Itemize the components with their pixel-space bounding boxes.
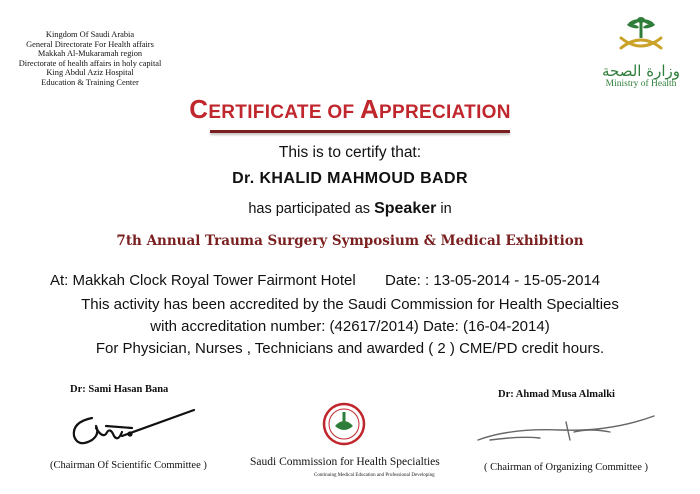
right-signatory-name: Dr: Ahmad Musa Almalki xyxy=(498,389,615,400)
scfhs-name: Saudi Commission for Health Specialties xyxy=(250,456,440,468)
issuer-line-6: Education & Training Center xyxy=(41,77,139,87)
issuer-line-1: Kingdom Of Saudi Arabia xyxy=(45,30,135,39)
participated-prefix: has participated as xyxy=(248,201,371,217)
event-title: 7th Annual Trauma Surgery Symposium & Medical Exhibition xyxy=(116,233,584,249)
title-part-2: PPRECIATION xyxy=(379,102,511,123)
title-underline xyxy=(210,130,510,133)
right-signature-icon xyxy=(470,410,660,450)
certificate-title xyxy=(0,94,700,125)
issuer-header xyxy=(8,30,172,88)
venue-line: At: Makkah Clock Royal Tower Fairmont Hotel xyxy=(50,272,356,289)
title-part-1: ERTIFICATE OF xyxy=(208,102,360,123)
left-signatory-role: (Chairman Of Scientific Committee ) xyxy=(50,460,207,471)
scfhs-emblem-icon xyxy=(322,402,366,446)
title-initial-c: C xyxy=(189,94,209,124)
left-signature-icon xyxy=(62,404,202,450)
accreditation-line: This activity has been accredited by the Saudi Commission for Health Specialties xyxy=(81,296,619,313)
participated-suffix: in xyxy=(440,201,452,217)
issuer-line-2: General Directorate For Health affairs xyxy=(26,39,154,49)
moh-arabic-name: وزارة الصحة xyxy=(602,62,680,80)
credit-hours-line: For Physician, Nurses , Technicians and awarded ( 2 ) CME/PD credit hours. xyxy=(95,340,605,357)
moh-english-name: Ministry of Health xyxy=(605,79,677,89)
ministry-of-health-logo xyxy=(596,14,686,94)
title-initial-a: A xyxy=(359,94,380,124)
issuer-line-5: King Abdul Aziz Hospital xyxy=(46,68,134,78)
issuer-line-4: Directorate of health affairs in holy capital xyxy=(18,58,162,68)
palm-swords-emblem-icon xyxy=(613,14,669,56)
scfhs-tagline: Continuing Medical Education and Professional Developing xyxy=(314,473,435,478)
participation-line xyxy=(0,200,700,218)
issuer-line-3: Makkah Al-Mukaramah region xyxy=(37,49,143,59)
right-signatory-role: ( Chairman of Organizing Committee ) xyxy=(484,462,648,473)
recipient-name: Dr. KHALID MAHMOUD BADR xyxy=(232,170,468,187)
certify-text: This is to certify that: xyxy=(278,144,422,161)
participant-role: Speaker xyxy=(374,200,437,217)
date-line: Date: : 13-05-2014 - 15-05-2014 xyxy=(385,272,601,289)
left-signatory-name: Dr: Sami Hasan Bana xyxy=(70,384,169,395)
accreditation-number-line: with accreditation number: (42617/2014) Date: (16-04-2014) xyxy=(150,318,550,335)
